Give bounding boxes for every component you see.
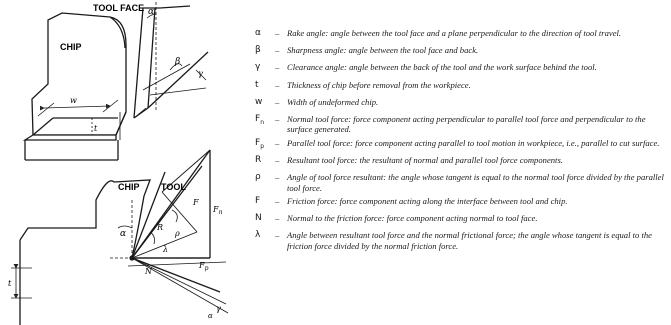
legend-description bbox=[287, 97, 667, 111]
legend-dash: – bbox=[275, 96, 280, 107]
legend-row bbox=[255, 155, 667, 169]
legend-row bbox=[255, 28, 667, 42]
legend-dash: – bbox=[275, 230, 280, 241]
legend-term: Angle between resultant tool force and the normal frictional force; bbox=[287, 230, 516, 241]
legend-dash: – bbox=[275, 114, 280, 125]
top-w-label: w bbox=[70, 96, 77, 105]
legend-symbol: λ bbox=[255, 230, 261, 241]
legend-definition: the resultant of normal and parallel tool force components. bbox=[359, 155, 563, 166]
top-chip-label: CHIP bbox=[60, 42, 82, 52]
legend-symbol: ρ bbox=[255, 172, 261, 183]
legend-description bbox=[287, 172, 667, 193]
bottom-Fp-label: $F_p$ bbox=[199, 261, 209, 272]
top-workpiece bbox=[25, 135, 116, 140]
legend-description bbox=[287, 230, 667, 251]
symbol-legend bbox=[255, 28, 667, 254]
legend-term: Clearance angle: bbox=[287, 62, 347, 73]
legend-definition: force component acting along the interface between tool and chip. bbox=[339, 196, 568, 207]
bottom-t-label: t bbox=[8, 279, 12, 288]
legend-description bbox=[287, 114, 667, 135]
legend-description bbox=[287, 28, 667, 42]
top-alpha-label: α bbox=[148, 7, 155, 17]
legend-term: Normal to the friction force: bbox=[287, 213, 385, 224]
legend-row bbox=[255, 196, 667, 210]
legend-symbol: $F_n$ bbox=[255, 114, 264, 126]
legend-definition: the angle whose tangent is equal to the friction force divided by the normal friction force. bbox=[287, 230, 652, 251]
legend-symbol: t bbox=[255, 79, 259, 90]
bottom-R-label: R bbox=[157, 223, 164, 232]
force-origin-point bbox=[129, 255, 134, 260]
bottom-chip-label: CHIP bbox=[118, 182, 140, 192]
bottom-alpha-label: α bbox=[120, 229, 127, 239]
bottom-gamma-label: γ bbox=[216, 304, 221, 313]
top-tool-face-label: TOOL FACE bbox=[93, 3, 145, 13]
legend-definition: angle between the tool face and back. bbox=[348, 45, 479, 56]
legend-term: Resultant tool force: bbox=[287, 155, 358, 166]
legend-dash: – bbox=[275, 79, 280, 90]
legend-symbol: α bbox=[255, 28, 261, 38]
legend-description bbox=[287, 155, 667, 169]
bottom-lambda-label: λ bbox=[163, 245, 169, 254]
legend-dash: – bbox=[275, 45, 280, 56]
legend-term: Width of undeformed chip. bbox=[287, 96, 379, 107]
legend-description bbox=[287, 80, 667, 94]
legend-dash: – bbox=[275, 172, 280, 183]
top-t-label: t bbox=[94, 124, 98, 133]
legend-description bbox=[287, 45, 667, 59]
legend-description bbox=[287, 62, 667, 76]
legend-term: Angle of tool force resultant: bbox=[287, 172, 387, 183]
legend-definition: force component acting perpendicular to parallel tool force and perpendicular to the surface generated. bbox=[287, 114, 646, 135]
legend-description bbox=[287, 196, 667, 210]
legend-symbol: w bbox=[255, 96, 263, 107]
legend-dash: – bbox=[275, 196, 280, 207]
legend-dash: – bbox=[275, 213, 280, 224]
legend-definition: angle between the back of the tool and the work surface behind the tool. bbox=[349, 62, 597, 73]
bottom-N-label: N bbox=[145, 267, 152, 276]
legend-symbol: R bbox=[255, 155, 262, 166]
top-figure-tool-isometric bbox=[25, 2, 208, 160]
legend-dash: – bbox=[275, 155, 280, 166]
legend-term: Sharpness angle: bbox=[287, 45, 347, 56]
bottom-alpha-small-label: α bbox=[208, 312, 213, 320]
legend-dash: – bbox=[275, 137, 280, 148]
legend-row bbox=[255, 230, 667, 251]
legend-description bbox=[287, 138, 667, 152]
legend-dash: – bbox=[275, 62, 280, 73]
legend-dash: – bbox=[275, 28, 280, 38]
legend-symbol: γ bbox=[255, 62, 261, 73]
top-chip-outline bbox=[32, 13, 126, 135]
bottom-F-label: F bbox=[193, 198, 199, 207]
top-beta-label: β bbox=[175, 57, 181, 67]
legend-row bbox=[255, 138, 667, 152]
legend-row bbox=[255, 97, 667, 111]
legend-term: Rake angle: bbox=[287, 28, 329, 38]
bottom-rho-label: ρ bbox=[175, 229, 180, 238]
legend-term: Friction force: bbox=[287, 196, 338, 207]
legend-row bbox=[255, 80, 667, 94]
legend-symbol: N bbox=[255, 213, 262, 224]
legend-row bbox=[255, 114, 667, 135]
bottom-Fn-label: $F_n$ bbox=[213, 205, 223, 216]
legend-symbol: F bbox=[255, 196, 261, 207]
legend-definition: angle between the tool face and a plane perpendicular to the direction of tool travel. bbox=[330, 28, 622, 38]
legend-row bbox=[255, 172, 667, 193]
legend-symbol: β bbox=[255, 45, 261, 56]
legend-definition: force component acting normal to tool face. bbox=[386, 213, 538, 224]
legend-row bbox=[255, 62, 667, 76]
top-gamma-label: γ bbox=[198, 69, 203, 78]
legend-term: Parallel tool force: bbox=[287, 137, 354, 148]
legend-definition: force component acting parallel to tool motion in workpiece, i.e., parallel to cut surface. bbox=[355, 137, 660, 148]
legend-row bbox=[255, 45, 667, 59]
legend-definition: the angle whose tangent is equal to the normal tool force divided by the parallel tool force. bbox=[287, 172, 664, 193]
bottom-tool-label: TOOL bbox=[161, 182, 186, 192]
top-tool-body bbox=[134, 6, 190, 118]
legend-term: Normal tool force: bbox=[287, 114, 352, 125]
legend-term: Thickness of chip before removal from the workpiece. bbox=[287, 79, 471, 90]
legend-symbol: $F_p$ bbox=[255, 137, 264, 150]
legend-description bbox=[287, 213, 667, 227]
legend-row bbox=[255, 213, 667, 227]
